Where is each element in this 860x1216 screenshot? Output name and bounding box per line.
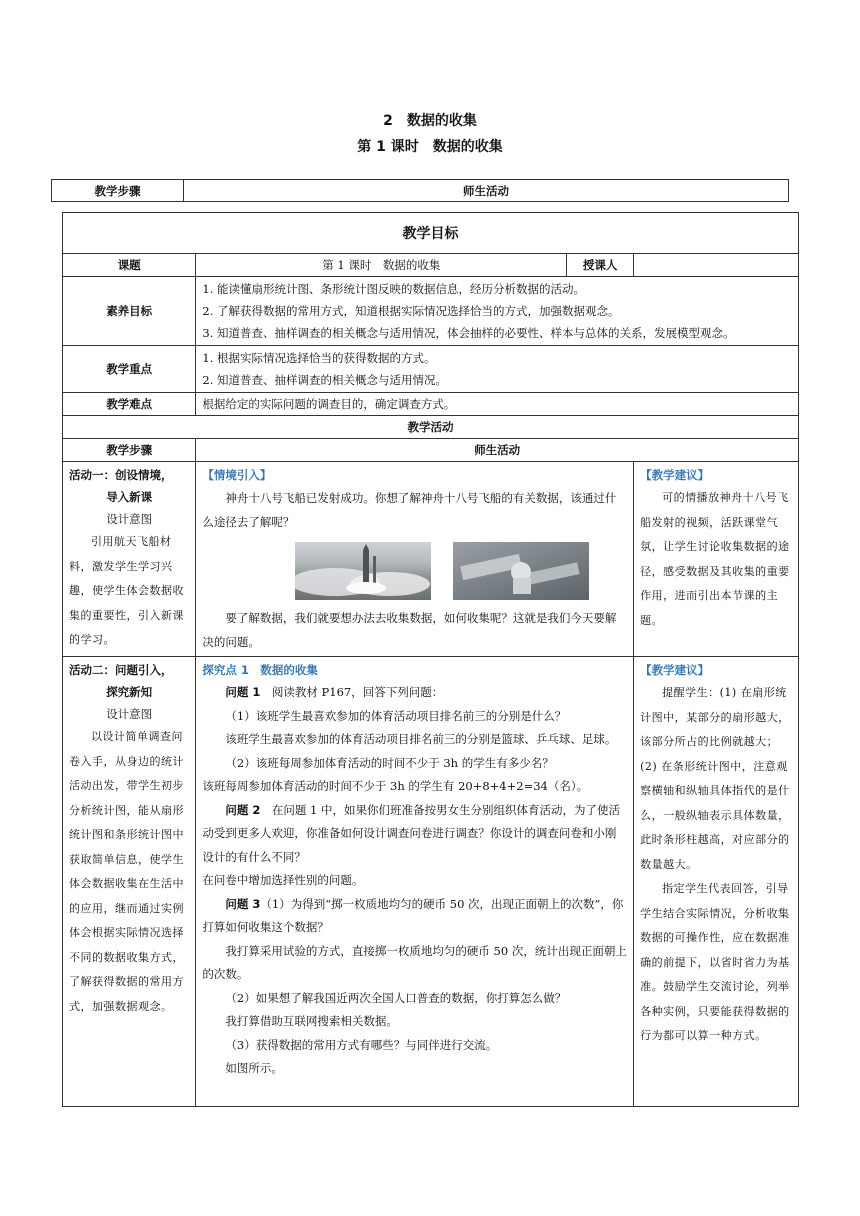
- activity2-suggestion-tag: 【教学建议】: [640, 663, 710, 677]
- activity2-design-label: 设计意图: [106, 707, 153, 721]
- activity1-title-line1: 活动一：创设情境，: [69, 468, 173, 482]
- activities-heading: 教学活动: [63, 416, 799, 439]
- activity2-content-cell: [196, 657, 634, 1107]
- activity2-suggestion-cell: [634, 657, 799, 1107]
- activity2-step-cell: [63, 657, 196, 1107]
- question3-part2-answer: 我打算借助互联网搜索相关数据。: [225, 1014, 398, 1028]
- activity1-content-cell: [196, 462, 634, 657]
- question2-label: 问题 2: [225, 802, 261, 817]
- question1-text: 阅读教材 P167，回答下列问题：: [260, 685, 444, 699]
- question2-answer: 在问卷中增加选择性别的问题。: [202, 873, 364, 887]
- activity1-title-line2: 导入新课: [106, 490, 153, 504]
- document-title: 2 数据的收集: [383, 113, 477, 129]
- activity1-design-text: 引用航天飞船材料，激发学生学习兴趣，使学生体会数据收集的重要性，引入新课的学习。: [69, 535, 184, 646]
- activities-col-step: 教学步骤: [63, 439, 196, 462]
- activity2-title-line2: 探究新知: [106, 685, 153, 699]
- question3-label: 问题 3: [225, 896, 261, 911]
- question3-part3: （3）获得数据的常用方式有哪些？与同伴进行交流。: [225, 1037, 498, 1052]
- literacy-goal-item: 2. 了解获得数据的常用方式，知道根据实际情况选择恰当的方式，加强数据观念。: [202, 304, 620, 318]
- teacher-value: [634, 254, 799, 277]
- question1-part2-answer: 该班每周参加体育活动的时间不少于 3h 的学生有 20+8+4+2=34（名）。: [202, 779, 589, 793]
- activity1-design-label: 设计意图: [106, 512, 153, 526]
- literacy-goal-item: 3. 知道普查、抽样调查的相关概念与适用情况，体会抽样的必要性、样本与总体的关系，发展模型观念。: [202, 326, 735, 340]
- situation-outro-text: 要了解数据，我们就要想办法去收集数据，如何收集呢？这就是我们今天要解决的问题。: [202, 611, 617, 649]
- activity1-step-cell: [63, 462, 196, 657]
- key-points-cell: [196, 346, 799, 393]
- question1-part2: （2）该班每周参加体育活动的时间不少于 3h 的学生有多少名？: [225, 755, 554, 770]
- activity1-suggestion-tag: 【教学建议】: [640, 468, 710, 482]
- question1-part1-answer: 该班学生最喜欢参加的体育活动项目排名前三的分别是篮球、乒乓球、足球。: [225, 732, 617, 746]
- question1-line: [202, 681, 627, 705]
- situation-intro-tag: 【情境引入】: [202, 468, 272, 482]
- difficulty-label: 教学难点: [63, 393, 196, 416]
- question1-part1: （1）该班学生最喜欢参加的体育活动项目排名前三的分别是什么？: [225, 708, 567, 723]
- question2-text: 在问题 1 中，如果你们班准备按男女生分别组织体育活动，为了使活动受到更多人欢迎，你准备如何设计调查问卷进行调查？你设计的调查问卷和小刚设计的有什么不同？: [202, 802, 621, 864]
- header-activity-cell: 师生活动: [184, 180, 789, 202]
- spacecraft-photo: [453, 542, 589, 600]
- question3-line: [202, 893, 627, 940]
- activity1-suggestion-cell: [634, 462, 799, 657]
- key-point-item: 2. 知道普查、抽样调查的相关概念与适用情况。: [202, 373, 448, 387]
- literacy-goals-label: 素养目标: [63, 277, 196, 346]
- question3-part1-answer: 我打算采用试验的方式，直接掷一枚质地均匀的硬币 50 次，统计出现正面朝上的次数。: [202, 943, 627, 981]
- activity2-design-text: 以设计简单调查问卷入手，从身边的统计活动出发，带学生初步分析统计图，能从扇形统计图和条形统计图中获取简单信息，使学生体会数据收集在生活中的应用，继而通过实例体会根据实际情况选择不同的数据收集方式，了解获得数据的常用方式，加强数据观念。: [69, 730, 184, 1013]
- question3-part3-answer: 如图所示。: [225, 1061, 283, 1075]
- lesson-plan-table: [62, 212, 799, 1107]
- topic-value: 第 1 课时 数据的收集: [196, 254, 567, 277]
- goals-heading: 教学目标: [63, 213, 799, 254]
- situation-intro-text: 神舟十八号飞船已发射成功。你想了解神舟十八号飞船的有关数据，该通过什么途径去了解呢？: [202, 491, 617, 529]
- activity1-suggestion-text: 可的情播放神舟十八号飞船发射的视频，活跃课堂气氛，让学生讨论收集数据的途径，感受数据及其收集的重要作用，进而引出本节课的主题。: [640, 491, 790, 627]
- literacy-goal-item: 1. 能读懂扇形统计图、条形统计图反映的数据信息，经历分析数据的活动。: [202, 282, 586, 296]
- key-points-label: 教学重点: [63, 346, 196, 393]
- activities-col-activity: 师生活动: [196, 439, 799, 462]
- header-step-cell: 教学步骤: [52, 180, 184, 202]
- literacy-goals-cell: [196, 277, 799, 346]
- question3-text: （1）为得到“掷一枚质地均匀的硬币 50 次，出现正面朝上的次数”，你打算如何收集这个数据？: [202, 896, 624, 934]
- photo-row: [202, 534, 627, 606]
- topic-label: 课题: [63, 254, 196, 277]
- activity2-suggestion-para2: 指定学生代表回答，引导学生结合实际情况，分析收集数据的可操作性，应在数据准确的前提下，以省时省力为基准。鼓励学生交流讨论，列举各种实例，只要能获得数据的行为都可以算一种方式。: [640, 882, 790, 1042]
- question2-line: [202, 799, 627, 870]
- activity2-suggestion-para1: 提醒学生：(1) 在扇形统计图中，某部分的扇形越大，该部分所占的比例就越大；(2) 在条形统计图中，注意观察横轴和纵轴具体指代的是什么，一般纵轴表示具体数量，此时条形柱越高，对应部分的数量越大。: [640, 686, 790, 871]
- header-table: [51, 179, 789, 202]
- difficulty-value: 根据给定的实际问题的调查目的，确定调查方式。: [196, 393, 799, 416]
- lesson-subtitle: 第 1 课时 数据的收集: [357, 139, 503, 155]
- teacher-label: 授课人: [567, 254, 634, 277]
- question3-part2: （2）如果想了解我国近两次全国人口普查的数据，你打算怎么做？: [225, 990, 567, 1005]
- question1-label: 问题 1: [225, 685, 261, 699]
- rocket-launch-photo: [295, 542, 431, 600]
- explore-point-tag: 探究点 1 数据的收集: [202, 663, 318, 677]
- key-point-item: 1. 根据实际情况选择恰当的获得数据的方式。: [202, 351, 436, 365]
- activity2-title-line1: 活动二：问题引入，: [69, 663, 173, 677]
